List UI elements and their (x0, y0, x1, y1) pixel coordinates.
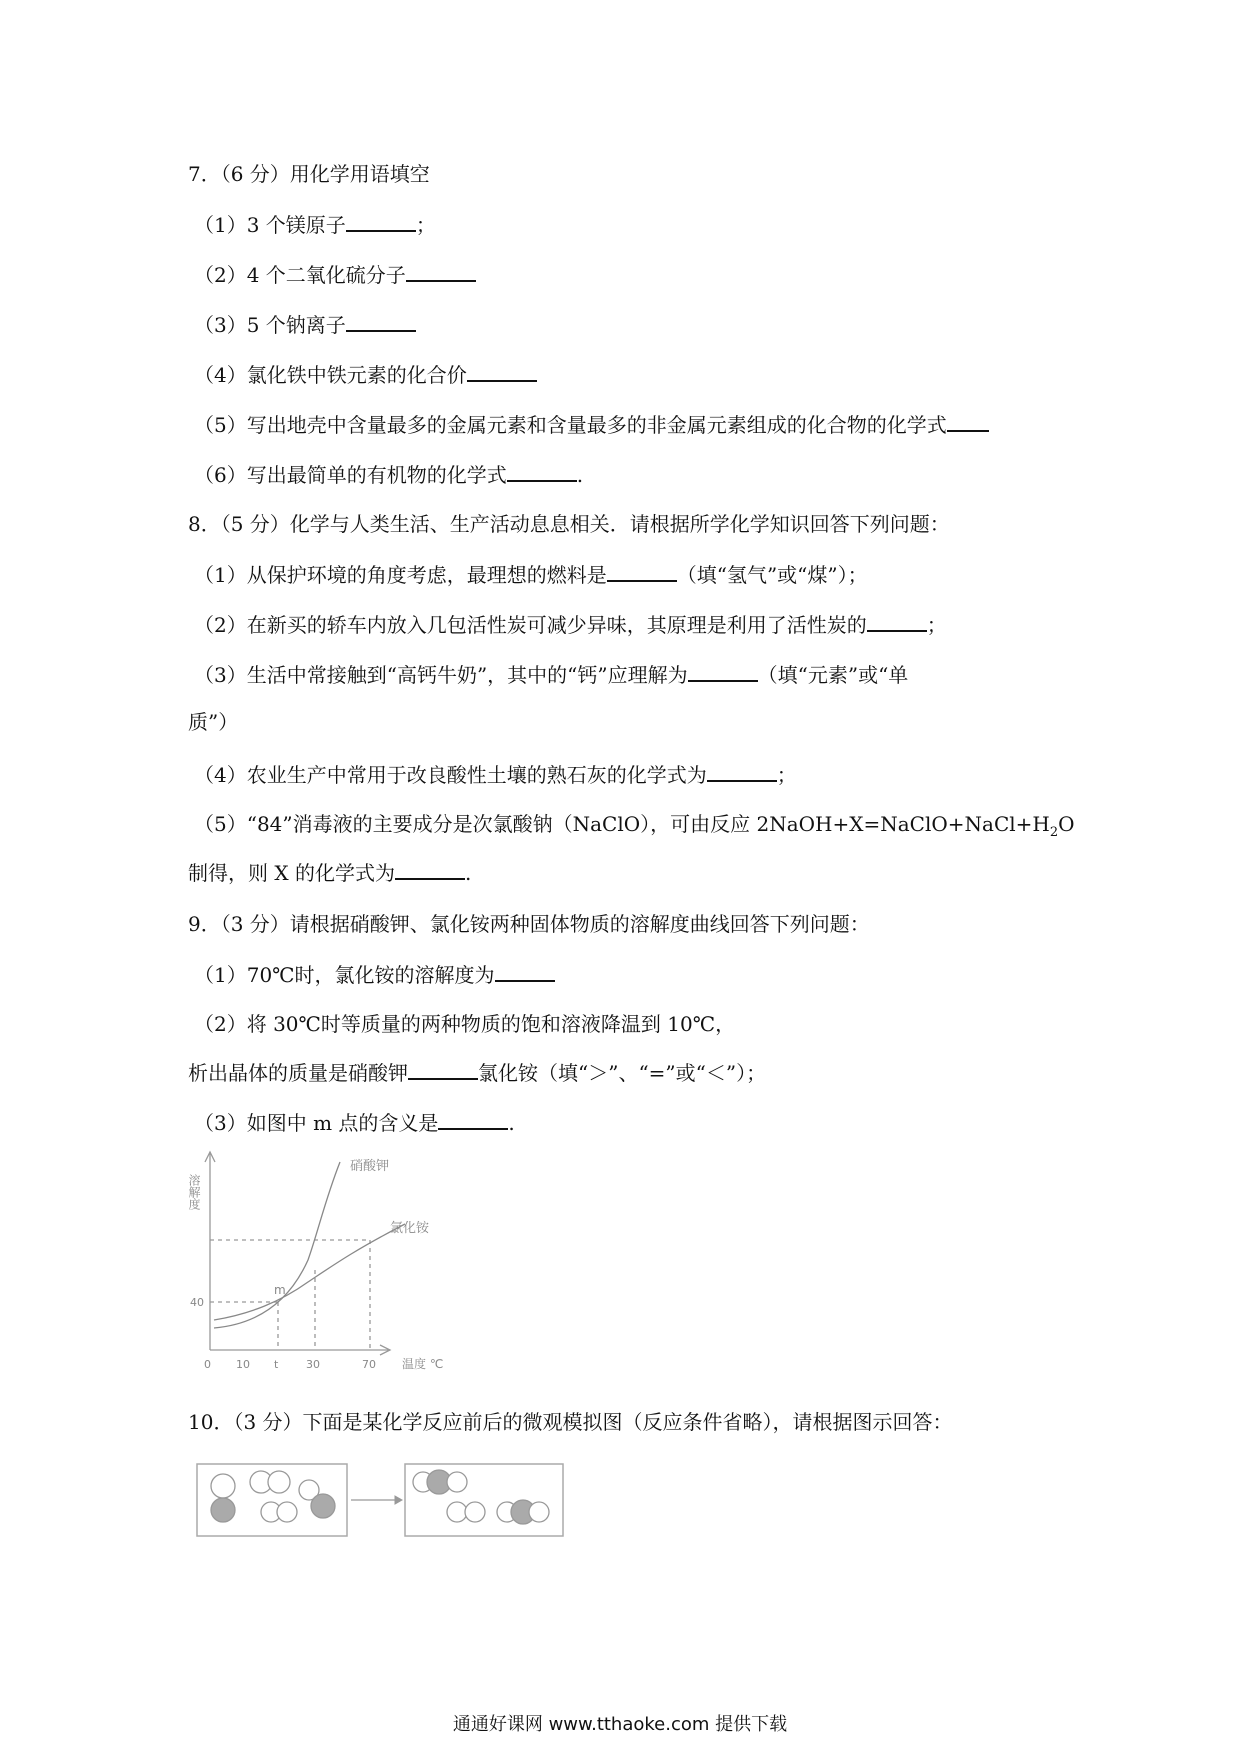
q7-title: 7．（6 分）用化学用语填空 (188, 162, 430, 186)
q9-item-1: （1）70℃时，氯化铵的溶解度为 (194, 960, 555, 989)
atom-white (465, 1502, 485, 1522)
atom-white (211, 1474, 235, 1498)
q8-title: 8．（5 分）化学与人类生活、生产活动息息相关．请根据所学化学知识回答下列问题： (188, 512, 950, 536)
q7-item-2: （2）4 个二氧化硫分子 (194, 260, 476, 289)
curve-ammonium-chloride (214, 1224, 405, 1320)
answer-blank[interactable] (438, 1108, 508, 1130)
answer-blank[interactable] (408, 1058, 478, 1080)
q10-title: 10．（3 分）下面是某化学反应前后的微观模拟图（反应条件省略），请根据图示回答： (188, 1410, 953, 1434)
answer-blank[interactable] (495, 960, 555, 982)
answer-blank[interactable] (406, 260, 476, 282)
q8-item-4: （4）农业生产中常用于改良酸性土壤的熟石灰的化学式为 ； (194, 760, 797, 789)
answer-blank[interactable] (346, 310, 416, 332)
q8-item-5-cont: 制得，则 X 的化学式为 . (188, 858, 471, 887)
curve-potassium-nitrate (214, 1162, 340, 1328)
answer-blank[interactable] (707, 760, 777, 782)
q7-item-4: （4）氯化铁中铁元素的化合价 (194, 360, 537, 389)
x-axis-label: 温度 ℃ (402, 1357, 444, 1371)
answer-blank[interactable] (467, 360, 537, 382)
answer-blank[interactable] (947, 410, 989, 432)
x-tick-0: 0 (204, 1358, 211, 1371)
series-label-ammonium-chloride: 氯化铵 (390, 1221, 430, 1236)
point-m-label: m (274, 1283, 286, 1297)
q8-item-1: （1）从保护环境的角度考虑，最理想的燃料是 （填“氢气”或“煤”）； (194, 560, 868, 589)
y-axis-label: 溶解度 (187, 1174, 201, 1210)
q7-item-1: （1）3 个镁原子 ； (194, 210, 436, 239)
q9-item-2-cont: 析出晶体的质量是硝酸钾 氯化铵（填“＞”、“=”或“＜”）； (188, 1058, 766, 1087)
x-tick-70: 70 (362, 1358, 376, 1371)
atom-white (277, 1502, 297, 1522)
answer-blank[interactable] (688, 660, 758, 682)
x-tick-30: 30 (306, 1358, 320, 1371)
q8-item-3: （3）生活中常接触到“高钙牛奶”，其中的“钙”应理解为 （填“元素”或“单 (194, 660, 908, 689)
q7-item-3: （3）5 个钠离子 (194, 310, 416, 339)
reaction-arrow (351, 1496, 402, 1504)
q9-item-3: （3）如图中 m 点的含义是 . (194, 1108, 515, 1137)
atom-white (529, 1502, 549, 1522)
answer-blank[interactable] (867, 610, 927, 632)
q8-item-3-cont: 质”） (188, 710, 239, 734)
answer-blank[interactable] (346, 210, 416, 232)
q8-item-5: （5）“84”消毒液的主要成分是次氯酸钠（NaClO），可由反应 $2NaOH+X=NaClO+NaCl+H_2O$ (194, 812, 1075, 840)
q9-item-2: （2）将 30℃时等质量的两种物质的饱和溶液降温到 10℃， (194, 1012, 736, 1036)
reaction-diagram (195, 1460, 575, 1570)
answer-blank[interactable] (395, 858, 465, 880)
atom-white (268, 1471, 290, 1493)
q7-item-6: （6）写出最简单的有机物的化学式 . (194, 460, 583, 489)
q9-title: 9．（3 分）请根据硝酸钾、氯化铵两种固体物质的溶解度曲线回答下列问题： (188, 912, 870, 936)
answer-blank[interactable] (507, 460, 577, 482)
atom-white (447, 1472, 467, 1492)
footer-source: 通通好课网 www.tthaoke.com 提供下载 (452, 1714, 788, 1735)
q8-item-2: （2）在新买的轿车内放入几包活性炭可减少异味，其原理是利用了活性炭的 ； (194, 610, 947, 639)
solubility-chart (187, 1140, 490, 1380)
q7-item-5: （5）写出地壳中含量最多的金属元素和含量最多的非金属元素组成的化合物的化学式 (194, 410, 989, 439)
atom-white (447, 1502, 467, 1522)
x-tick-t: t (274, 1358, 279, 1371)
atom-grey (211, 1498, 235, 1522)
atom-grey (311, 1494, 335, 1518)
subscript: 2 (1049, 825, 1059, 840)
answer-blank[interactable] (607, 560, 677, 582)
x-tick-10: 10 (236, 1358, 250, 1371)
series-label-potassium-nitrate: 硝酸钾 (350, 1159, 390, 1174)
y-tick-40: 40 (190, 1296, 204, 1309)
